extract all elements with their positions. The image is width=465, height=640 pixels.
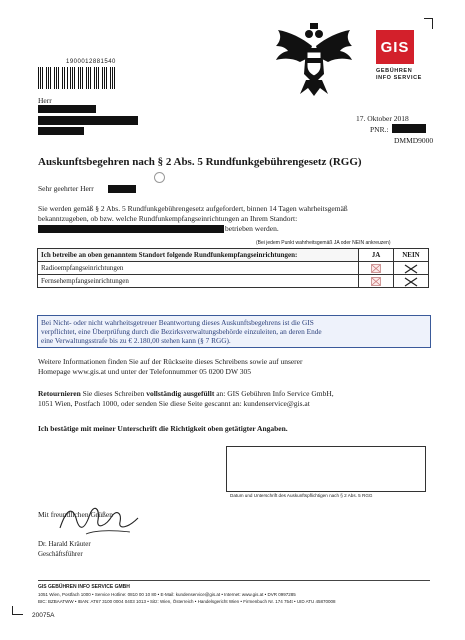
form-code: 20075A xyxy=(32,612,55,619)
signature-box[interactable] xyxy=(226,446,426,492)
return-text-1: Sie dieses Schreiben xyxy=(80,389,147,398)
row-label-radio: Radioempfangseinrichtungen xyxy=(38,262,359,275)
table-row-tv xyxy=(38,275,429,288)
warning-line-1: Bei Nicht- oder nicht wahrheitsgetreuer Beantwortung dieses Auskunftsbegehrens ist die GIS xyxy=(41,318,314,327)
table-header-row xyxy=(38,249,429,262)
greeting: Sehr geehrter Herr xyxy=(38,184,94,193)
footer-company: GIS GEBÜHREN INFO SERVICE GMBH xyxy=(38,584,130,590)
table-row-radio xyxy=(38,262,429,275)
redacted-location xyxy=(38,225,224,233)
return-line-1 xyxy=(38,389,334,399)
redacted-street xyxy=(38,116,138,125)
reference-code: DMMD9000 xyxy=(394,136,434,145)
address-salutation: Herr xyxy=(38,96,52,105)
return-line-2: 1051 Wien, Postfach 1000, oder senden Sie diese Seite gescannt an: kundenservice@gis.at xyxy=(38,399,310,408)
redacted-greeting-name xyxy=(108,185,136,193)
info-line-1: Weitere Informationen finden Sie auf der Rückseite dieses Schreibens sowie auf unserer xyxy=(38,357,303,366)
gis-logo: GIS xyxy=(376,30,414,64)
closing-role: Geschäftsführer xyxy=(38,550,83,558)
pnr-label: PNR.: xyxy=(370,125,389,134)
checkbox-tv-no[interactable] xyxy=(394,275,429,288)
table-header: Ich betreibe an oben genanntem Standort folgende Rundfunkempfangseinrichtungen: xyxy=(38,249,359,262)
warning-box xyxy=(37,315,431,348)
return-bold-1: Retournieren xyxy=(38,389,81,398)
gis-logo-subtitle: GEBÜHREN INFO SERVICE xyxy=(376,68,422,81)
intro-line-1: Sie werden gemäß § 2 Abs. 5 Rundfunkgebührengesetz aufgefordert, binnen 14 Tagen wahrheitsgemäß xyxy=(38,204,348,213)
letter-title: Auskunftsbegehren nach § 2 Abs. 5 Rundfunkgebührengesetz (RGG) xyxy=(38,156,362,168)
footer-line-2: BIC: BZBAATWW • IBAN: AT67 3100 0004 0403 1013 • Sitz: Wien, Österreich • Handelsgericht Wien • Firmenbuch Nr. 174 754t • UID ATU 45870008 xyxy=(38,599,336,604)
signature-caption: Datum und Unterschrift des Auskunftspflichtigen nach § 2 Abs. 5 RGG xyxy=(230,493,373,498)
header-no: NEIN xyxy=(394,249,429,262)
closing-greeting: Mit freundlichen Grüßen xyxy=(38,510,113,519)
corner-mark-top-right xyxy=(424,18,433,29)
barcode-number: 1900012881540 xyxy=(66,59,116,65)
return-bold-2: vollständig ausgefüllt xyxy=(146,389,215,398)
redacted-pnr xyxy=(392,124,426,133)
footer-divider xyxy=(38,580,430,581)
handwritten-signature xyxy=(56,500,146,540)
row-label-tv: Fernsehempfangseinrichtungen xyxy=(38,275,359,288)
warning-line-3: eine Verwaltungsstrafe bis zu € 2.180,00 stehen kann (§ 7 RGG). xyxy=(41,336,231,345)
letter-date: 17. Oktober 2018 xyxy=(356,114,409,123)
coat-of-arms-icon xyxy=(272,18,356,100)
confirmation-text: Ich bestätige mit meiner Unterschrift die Richtigkeit oben getätigter Angaben. xyxy=(38,424,288,433)
barcode xyxy=(38,67,118,89)
intro-line-3: betrieben werden. xyxy=(225,224,279,233)
checkbox-radio-yes[interactable] xyxy=(359,262,394,275)
footer-line-1: 1051 Wien, Postfach 1000 • Service Hotline: 0810 00 10 80 • E-Mail: kundenservice@gis.at • Internet: www.gis.at • DVR 0997285 xyxy=(38,592,296,597)
table-note: (Bei jedem Punkt wahrheitsgemäß JA oder NEIN ankreuzen) xyxy=(256,240,391,246)
warning-line-2: verpflichtet, eine Überprüfung durch die Bezirksverwaltungsbehörde einzuleiten, an deren Ende xyxy=(41,327,322,336)
info-line-2: Homepage www.gis.at und unter der Telefonnummer 05 0200 DW 305 xyxy=(38,367,252,376)
cursor-mark xyxy=(154,172,165,183)
closing-name: Dr. Harald Kräuter xyxy=(38,540,91,548)
redacted-name xyxy=(38,105,96,113)
redacted-city xyxy=(38,127,84,135)
checkbox-radio-no[interactable] xyxy=(394,262,429,275)
checkbox-tv-yes[interactable] xyxy=(359,275,394,288)
header-yes: JA xyxy=(359,249,394,262)
intro-line-2: bekanntzugeben, ob bzw. welche Rundfunkempfangseinrichtungen an Ihrem Standort: xyxy=(38,214,298,223)
corner-mark-bottom-left xyxy=(12,606,23,615)
question-table xyxy=(37,248,429,288)
return-text-2: an: GIS Gebühren Info Service GmbH, xyxy=(214,389,334,398)
